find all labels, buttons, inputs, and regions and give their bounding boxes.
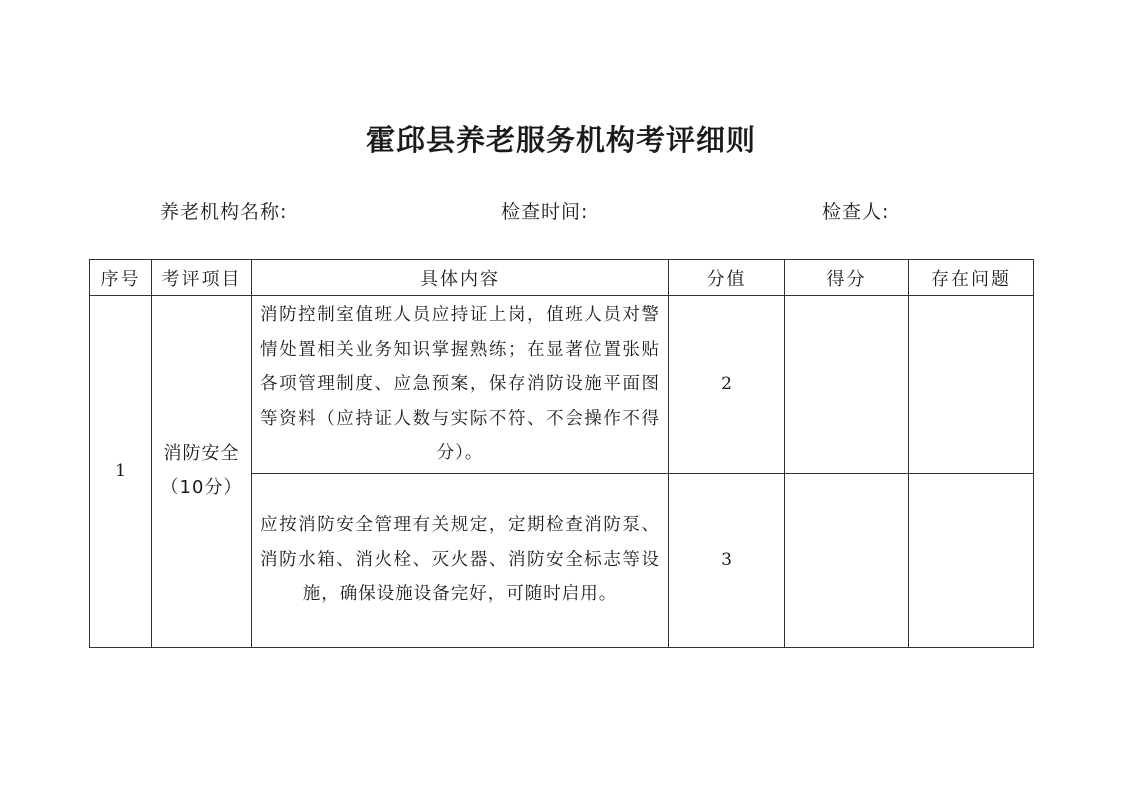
item-cell [152,296,252,648]
header-item: 考评项目 [152,260,252,296]
content-cell: 应按消防安全管理有关规定，定期检查消防泵、消防水箱、消火栓、灭火器、消防安全标志等设施，确保设施设备完好，可随时启用。 [252,473,669,647]
issue-cell[interactable] [909,473,1034,647]
item-score: （10分） [160,477,243,499]
institution-name-label: 养老机构名称: [160,201,288,223]
header-issues: 存在问题 [909,260,1034,296]
content-cell: 消防控制室值班人员应持证上岗，值班人员对警情处置相关业务知识掌握熟练；在显著位置张贴各项管理制度、应急预案，保存消防设施平面图等资料（应持证人数与实际不符、不会操作不得分）。 [252,296,669,474]
inspector-label: 检查人: [822,201,890,223]
inspection-time-label: 检查时间: [501,201,589,223]
table-row [90,296,1034,474]
evaluation-table [89,259,1034,648]
header-content: 具体内容 [252,260,669,296]
score-cell: 2 [669,296,785,474]
score-cell: 3 [669,473,785,647]
got-score-cell[interactable] [785,296,909,474]
page-title: 霍邱县养老服务机构考评细则 [365,123,756,157]
header-got-score: 得分 [785,260,909,296]
header-index: 序号 [90,260,152,296]
got-score-cell[interactable] [785,473,909,647]
issue-cell[interactable] [909,296,1034,474]
row-index: 1 [90,296,152,648]
table-header-row [90,260,1034,296]
header-score: 分值 [669,260,785,296]
item-name: 消防安全 [163,443,240,465]
